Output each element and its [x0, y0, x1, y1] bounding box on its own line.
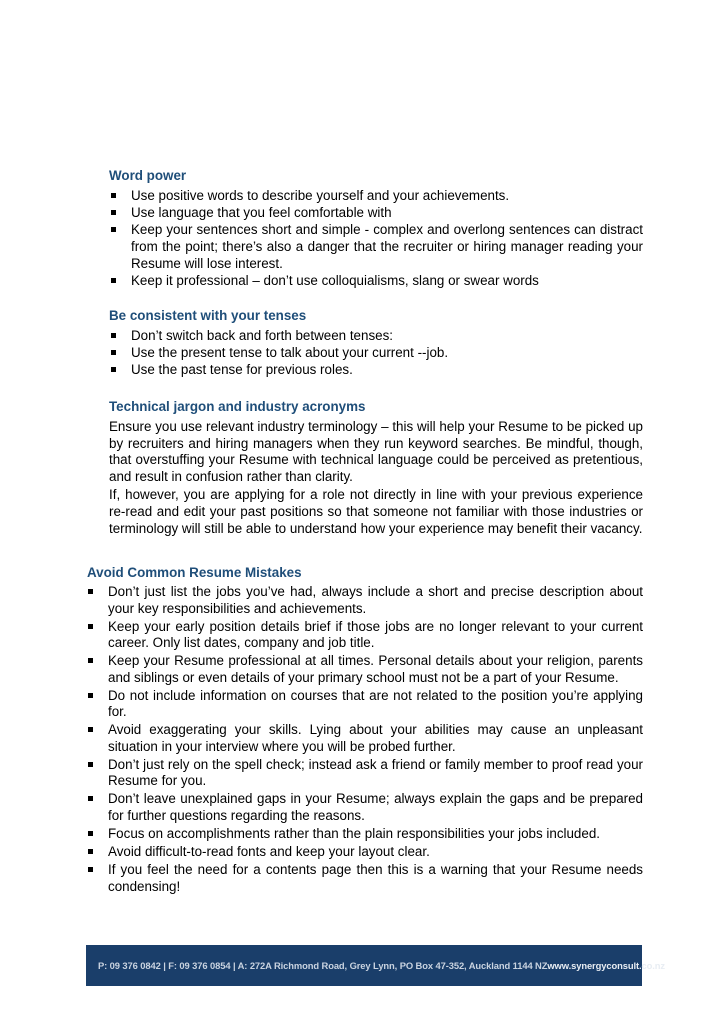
footer-contact-details: P: 09 376 0842 | F: 09 376 0854 | A: 272A Richmond Road, Grey Lynn, PO Box 47-352, Auckland 1144 NZ — [98, 960, 548, 971]
list-item-text: If you feel the need for a contents page then this is a warning that your Resume needs condensing! — [108, 862, 643, 894]
list-item — [109, 222, 643, 272]
square-bullet-icon — [88, 693, 93, 698]
tenses-section — [109, 307, 643, 380]
list-item — [87, 722, 643, 755]
square-bullet-icon — [111, 227, 116, 232]
list-item — [87, 653, 643, 686]
list-item — [109, 273, 643, 290]
list-item-text: Keep your sentences short and simple - complex and overlong sentences can distract from the point; there’s also a danger that the recruiter or hiring manager reading your Resume will lose interest. — [131, 222, 643, 271]
square-bullet-icon — [88, 624, 93, 629]
square-bullet-icon — [111, 367, 116, 372]
list-item — [109, 328, 643, 345]
mistakes-heading: Avoid Common Resume Mistakes — [87, 565, 302, 580]
list-item-text: Use the present tense to talk about your current --job. — [131, 345, 449, 361]
square-bullet-icon — [88, 867, 93, 872]
list-item-text: Avoid difficult-to-read fonts and keep your layout clear. — [108, 844, 430, 860]
tenses-list — [109, 328, 643, 379]
square-bullet-icon — [88, 727, 93, 732]
list-item — [87, 688, 643, 721]
list-item-text: Focus on accomplishments rather than the plain responsibilities your jobs included. — [108, 826, 600, 842]
list-item-text: Use language that you feel comfortable with — [131, 205, 392, 221]
list-item-text: Use the past tense for previous roles. — [131, 362, 353, 378]
jargon-section — [109, 398, 643, 537]
list-item-text: Use positive words to describe yourself and your achievements. — [131, 188, 510, 203]
list-item — [109, 205, 643, 222]
list-item-text: Don’t just rely on the spell check; instead ask a friend or family member to proof read your Resume for you. — [108, 756, 643, 789]
square-bullet-icon — [88, 849, 93, 854]
jargon-paragraph: If, however, you are applying for a role not directly in line with your previous experience re-read and edit your past positions so that someone not familiar with those industries or terminology will still be able to understand how your experience may benefit their vacancy. — [109, 487, 643, 536]
square-bullet-icon — [88, 762, 93, 767]
list-item — [87, 862, 643, 895]
square-bullet-icon — [88, 658, 93, 663]
list-item — [87, 584, 643, 617]
list-item-text: Don’t leave unexplained gaps in your Resume; always explain the gaps and be prepared for further questions regarding the reasons. — [108, 791, 643, 824]
list-item-text: Keep your Resume professional at all times. Personal details about your religion, parents and siblings or even details of your primary school must not be a part of your Resume. — [108, 653, 643, 685]
square-bullet-icon — [88, 831, 93, 836]
jargon-paragraph: Ensure you use relevant industry terminology – this will help your Resume to be picked up by recruiters and hiring managers when they run keyword searches. Be mindful, though, that overstuffing your Resume with technical language could be perceived as pretentious, and result in confusion rather than clarity. — [109, 419, 643, 484]
square-bullet-icon — [111, 333, 116, 338]
mistakes-section — [87, 564, 643, 897]
list-item — [87, 844, 643, 861]
list-item — [109, 345, 643, 362]
list-item — [109, 188, 643, 205]
word-power-section — [109, 167, 643, 290]
mistakes-list — [87, 584, 643, 895]
square-bullet-icon — [88, 796, 93, 801]
list-item — [109, 362, 643, 379]
tenses-heading: Be consistent with your tenses — [109, 308, 307, 323]
square-bullet-icon — [111, 193, 116, 198]
list-item — [87, 791, 643, 824]
list-item-text: Do not include information on courses that are not related to the position you’re applying for. — [108, 687, 643, 720]
square-bullet-icon — [88, 589, 93, 594]
list-item — [87, 619, 643, 652]
footer-website-link[interactable]: www.synergyconsult.co.nz — [547, 960, 665, 971]
square-bullet-icon — [111, 350, 116, 355]
word-power-list — [109, 188, 643, 289]
jargon-heading: Technical jargon and industry acronyms — [109, 399, 366, 414]
word-power-heading: Word power — [109, 168, 187, 183]
list-item — [87, 757, 643, 790]
square-bullet-icon — [111, 278, 116, 283]
list-item — [87, 826, 643, 843]
list-item-text: Keep your early position details brief if those jobs are no longer relevant to your current career. Only list dates, company and job title. — [108, 618, 643, 651]
list-item-text: Don’t just list the jobs you’ve had, always include a short and precise description about your key responsibilities and achievements. — [108, 584, 643, 616]
square-bullet-icon — [111, 210, 116, 215]
list-item-text: Don’t switch back and forth between tenses: — [131, 328, 394, 343]
list-item-text: Keep it professional – don’t use colloquialisms, slang or swear words — [131, 272, 539, 288]
footer-bar — [86, 945, 665, 986]
list-item-text: Avoid exaggerating your skills. Lying about your abilities may cause an unpleasant situation in your interview where you will be probed further. — [108, 722, 643, 754]
